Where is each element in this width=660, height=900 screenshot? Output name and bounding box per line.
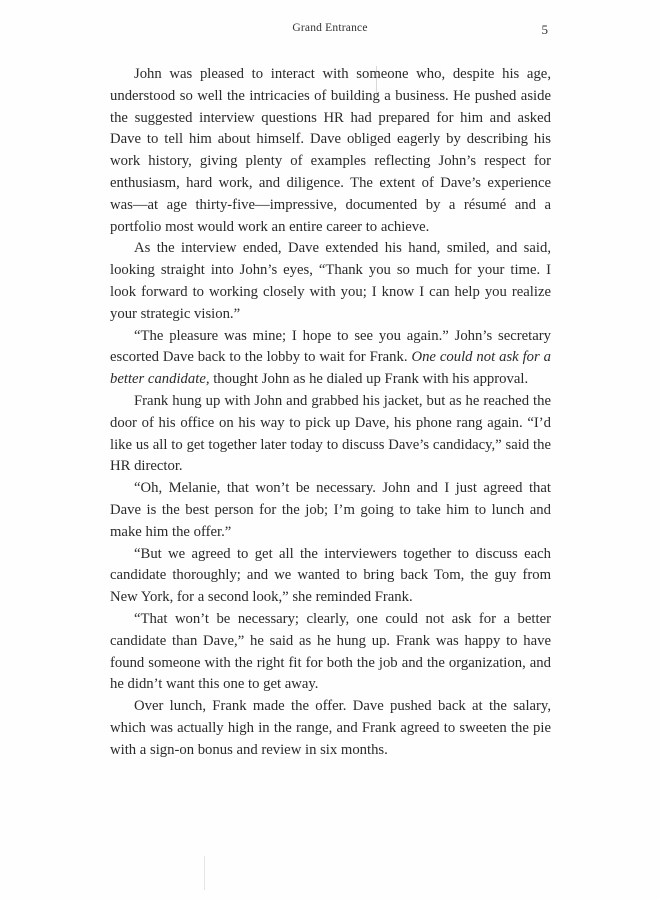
paragraph-text: As the interview ended, Dave extended his hand, smiled, and said, looking straight into John’s eyes, “Thank you so much for your time. I look forward to working closely with you; I know I can help you realize your strategic vision.” [110,240,551,322]
paragraph [110,238,551,325]
paragraph-text: Frank hung up with John and grabbed his jacket, but as he reached the door of his office on his way to pick up Dave, his phone rang again. “I’d like us all to get together later today to discuss Dave’s candidacy,” said the HR director. [110,392,551,475]
paragraph [110,391,551,478]
running-title: Grand Entrance [292,22,368,34]
page-number: 5 [541,22,548,37]
paragraph-text: John was pleased to interact with someone who, despite his age, understood so well the intricacies of building a business. He pushed aside the suggested interview questions HR had prepared for him and asked Dave to tell him about himself. Dave obliged eagerly by describing his work history, giving plenty of examples reflecting John’s respect for enthusiasm, hard work, and diligence. The extent of Dave’s experience was—at age thirty-five—impressive, documented by a résumé and a portfolio most would work an entire career to achieve. [110,66,551,235]
paragraph [110,609,551,696]
paragraph-text: Over lunch, Frank made the offer. Dave pushed back at the salary, which was actually high in the range, and Frank agreed to sweeten the pie with a sign-on bonus and review in six months. [110,698,551,758]
paragraph [110,478,551,543]
scan-crease-mark [204,856,205,890]
paragraph [110,326,551,391]
paragraph-text: “Oh, Melanie, that won’t be necessary. John and I just agreed that Dave is the best person for the job; I’m going to take him to lunch and make him the offer.” [110,480,551,540]
italic-thought: One could not ask for a better candidate, [110,349,552,388]
paragraph [110,544,551,609]
paragraph-text: “The pleasure was mine; I hope to see you again.” John’s secretary escorted Dave back to the lobby to wait for Frank. [110,327,551,366]
paragraph [110,696,551,761]
paragraph-text: thought John as he dialed up Frank with his approval. [209,371,529,388]
paragraph-text: “That won’t be necessary; clearly, one could not ask for a better candidate than Dave,” he said as he hung up. Frank was happy to have found someone with the right fit for both the job and the organization, and he didn’t want this one to get away. [110,610,551,693]
paragraph-text: “But we agreed to get all the interviewers together to discuss each candidate thoroughly; and we wanted to bring back Tom, the guy from New York, for a second look,” she reminded Frank. [110,545,551,606]
body-text [110,64,551,762]
paragraph [110,64,551,238]
